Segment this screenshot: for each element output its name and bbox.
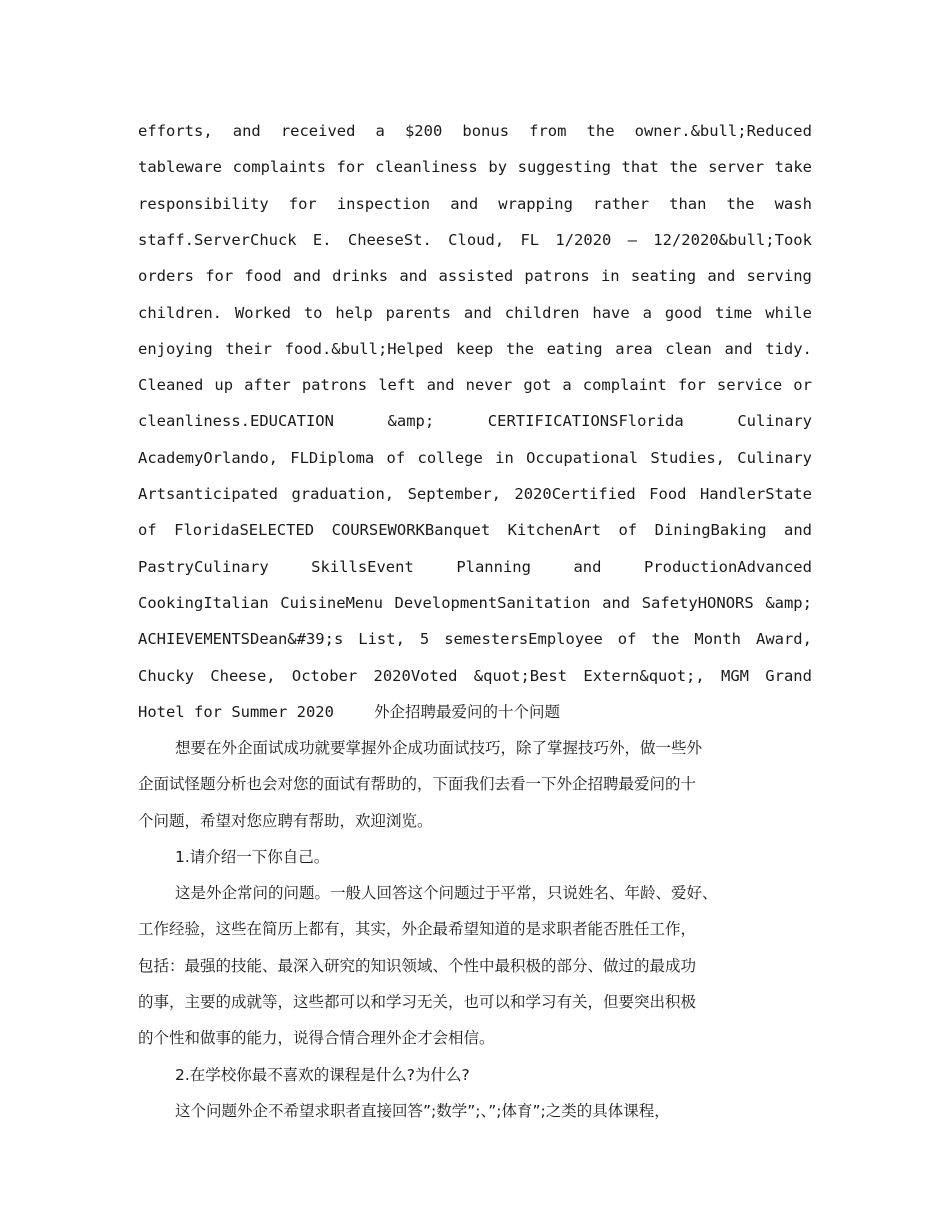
resume-line-5 bbox=[138, 263, 812, 289]
word: for bbox=[677, 376, 706, 394]
word: 2020Certified bbox=[514, 485, 636, 503]
word: of bbox=[617, 630, 637, 648]
word: CuisineMenu bbox=[280, 594, 383, 612]
word: efforts, bbox=[138, 122, 213, 140]
resume-line-10 bbox=[138, 445, 812, 471]
word: tidy. bbox=[765, 340, 812, 358]
word: 12/2020&bull;Took bbox=[653, 231, 812, 249]
word: in bbox=[495, 449, 514, 467]
word: semestersEmployee bbox=[444, 630, 603, 648]
word: the bbox=[651, 630, 680, 648]
word: while bbox=[765, 304, 812, 322]
word: Chucky bbox=[138, 667, 194, 685]
word: and bbox=[573, 558, 602, 576]
word: a bbox=[642, 304, 652, 322]
word: DiningBaking bbox=[654, 521, 767, 539]
word: clean bbox=[665, 340, 712, 358]
word: server bbox=[708, 158, 765, 176]
resume-line-16 bbox=[138, 663, 812, 689]
resume-line-1 bbox=[138, 118, 812, 144]
word: $200 bbox=[404, 122, 443, 140]
word: E. bbox=[312, 231, 332, 249]
resume-line-14 bbox=[138, 590, 812, 616]
resume-line-9 bbox=[138, 408, 812, 434]
word: and bbox=[602, 594, 631, 612]
word: up bbox=[214, 376, 234, 394]
word: their bbox=[225, 340, 272, 358]
word: never bbox=[465, 376, 513, 394]
word: FloridaSELECTED bbox=[174, 521, 315, 539]
answer-1-line-3: 包括：最强的技能、最深入研究的知识领域、个性中最积极的部分、做过的最成功 bbox=[138, 957, 697, 975]
word: and bbox=[232, 122, 261, 140]
word: CheeseSt. bbox=[347, 231, 432, 249]
word: complaints bbox=[232, 158, 326, 176]
word: 5 bbox=[419, 630, 430, 648]
word: Occupational bbox=[526, 449, 639, 467]
word: the bbox=[505, 340, 534, 358]
word: COURSEWORKBanquet bbox=[331, 521, 491, 539]
word: for bbox=[288, 195, 317, 213]
word: of bbox=[138, 521, 157, 539]
word: have bbox=[592, 304, 630, 322]
word: September, bbox=[407, 485, 501, 503]
word: drinks bbox=[332, 267, 389, 285]
answer-1-line-1: 这是外企常问的问题。一般人回答这个问题过于平常，只说姓名、年龄、爱好、 bbox=[175, 884, 718, 902]
word: good bbox=[664, 304, 703, 322]
word: PastryCulinary bbox=[138, 558, 269, 576]
intro-line-3: 个问题，希望对您应聘有帮助，欢迎浏览。 bbox=[138, 812, 433, 830]
word: and bbox=[463, 304, 492, 322]
word: the bbox=[586, 122, 615, 140]
word: from bbox=[529, 122, 567, 140]
word: AcademyOrlando, bbox=[138, 449, 278, 467]
word: Food bbox=[649, 485, 687, 503]
word: October bbox=[291, 667, 358, 685]
word: the bbox=[669, 158, 698, 176]
resume-line-12 bbox=[138, 517, 812, 543]
word: suggesting bbox=[517, 158, 611, 176]
question-1: 1.请介绍一下你自己。 bbox=[175, 848, 330, 866]
word: KitchenArt bbox=[507, 521, 601, 539]
word: left bbox=[378, 376, 416, 394]
word: SafetyHONORS bbox=[641, 594, 754, 612]
word: of bbox=[618, 521, 638, 539]
word: FLDiploma bbox=[290, 449, 375, 467]
word: Culinary bbox=[737, 412, 812, 430]
word: help bbox=[335, 304, 373, 322]
word: seating bbox=[630, 267, 697, 285]
word: &amp; bbox=[387, 412, 435, 430]
question-2: 2.在学校你最不喜欢的课程是什么?为什么? bbox=[175, 1066, 470, 1084]
word: 2020Voted bbox=[373, 667, 458, 685]
resume-line-4 bbox=[138, 227, 812, 253]
word: for bbox=[205, 267, 234, 285]
word: for bbox=[336, 158, 365, 176]
word: a bbox=[562, 376, 572, 394]
word: HandlerState bbox=[699, 485, 812, 503]
resume-last-line-text: Hotel for Summer 2020 bbox=[138, 703, 334, 721]
word: that bbox=[621, 158, 659, 176]
word: complaint bbox=[582, 376, 667, 394]
word: &amp; bbox=[765, 594, 812, 612]
word: orders bbox=[138, 267, 194, 285]
word: parents bbox=[385, 304, 451, 322]
answer-1-line-5: 的个性和做事的能力，说得合情合理外企才会相信。 bbox=[138, 1029, 495, 1047]
word: Culinary bbox=[737, 449, 812, 467]
word: Extern&quot;, bbox=[583, 667, 705, 685]
word: Month bbox=[694, 630, 742, 648]
article-title: 外企招聘最爱问的十个问题 bbox=[373, 703, 560, 721]
word: rather bbox=[593, 195, 650, 213]
answer-1-line-2: 工作经验，这些在简历上都有，其实，外企最希望知道的是求职者能否胜任工作， bbox=[138, 920, 697, 938]
word: 1/2020 bbox=[555, 231, 612, 249]
word: wrapping bbox=[498, 195, 573, 213]
word: wash bbox=[774, 195, 812, 213]
word: the bbox=[726, 195, 755, 213]
word: Cleaned bbox=[138, 376, 204, 394]
word: Cloud, bbox=[448, 231, 505, 249]
resume-line-15 bbox=[138, 626, 812, 652]
word: and bbox=[292, 267, 321, 285]
word: Artsanticipated bbox=[138, 485, 278, 503]
word: after bbox=[244, 376, 291, 394]
intro-line-1: 想要在外企面试成功就要掌握外企成功面试技巧，除了掌握技巧外，做一些外 bbox=[175, 739, 703, 757]
word: by bbox=[488, 158, 508, 176]
word: List, bbox=[358, 630, 405, 648]
resume-line-2 bbox=[138, 154, 812, 180]
word: a bbox=[375, 122, 385, 140]
word: inspection bbox=[336, 195, 431, 213]
word: FL bbox=[520, 231, 540, 249]
word: Award, bbox=[755, 630, 812, 648]
word: &quot;Best bbox=[473, 667, 568, 685]
word: CERTIFICATIONSFlorida bbox=[487, 412, 684, 430]
resume-line-11 bbox=[138, 481, 812, 507]
word: and bbox=[450, 195, 479, 213]
word: Planning bbox=[456, 558, 531, 576]
resume-line-7 bbox=[138, 336, 812, 362]
word: of bbox=[386, 449, 406, 467]
word: patrons bbox=[301, 376, 368, 394]
word: staff.ServerChuck bbox=[138, 231, 297, 249]
word: in bbox=[600, 267, 620, 285]
word: CookingItalian bbox=[138, 594, 269, 612]
word: MGM bbox=[721, 667, 749, 685]
word: to bbox=[303, 304, 323, 322]
word: DevelopmentSanitation bbox=[394, 594, 591, 612]
resume-line-8 bbox=[138, 372, 812, 398]
word: and bbox=[724, 340, 753, 358]
word: area bbox=[615, 340, 653, 358]
word: children bbox=[504, 304, 580, 322]
word: and bbox=[399, 267, 428, 285]
word: college bbox=[417, 449, 483, 467]
answer-2-line-1: 这个问题外企不希望求职者直接回答”;数学”;、”;体育”;之类的具体课程， bbox=[175, 1102, 670, 1120]
word: SkillsEvent bbox=[311, 558, 414, 576]
resume-line-13 bbox=[138, 554, 812, 580]
word: or bbox=[793, 376, 812, 394]
word: serving bbox=[746, 267, 812, 285]
word: assisted bbox=[438, 267, 514, 285]
word: bonus bbox=[462, 122, 510, 140]
word: cleanliness bbox=[375, 158, 478, 176]
word: ProductionAdvanced bbox=[643, 558, 812, 576]
answer-1-line-4: 的事，主要的成就等，这些都可以和学习无关，也可以和学习有关，但要突出积极 bbox=[138, 993, 697, 1011]
word: owner.&bull;Reduced bbox=[634, 122, 812, 140]
intro-line-2: 企面试怪题分析也会对您的面试有帮助的，下面我们去看一下外企招聘最爱问的十 bbox=[138, 775, 697, 793]
word: graduation, bbox=[291, 485, 395, 503]
word: keep bbox=[455, 340, 494, 358]
word: and bbox=[707, 267, 736, 285]
word: time bbox=[715, 304, 753, 322]
resume-line-6 bbox=[138, 300, 812, 326]
word: enjoying bbox=[138, 340, 213, 358]
word: Cheese, bbox=[210, 667, 276, 685]
resume-line-3 bbox=[138, 191, 812, 217]
word: received bbox=[280, 122, 356, 140]
word: eating bbox=[546, 340, 603, 358]
word: and bbox=[784, 521, 812, 539]
word: service bbox=[716, 376, 783, 394]
word: Worked bbox=[234, 304, 291, 322]
resume-last-line bbox=[138, 699, 812, 725]
word: take bbox=[774, 158, 812, 176]
word: ACHIEVEMENTSDean&#39;s bbox=[138, 630, 344, 648]
word: patrons bbox=[524, 267, 590, 285]
word: Grand bbox=[765, 667, 812, 685]
word: than bbox=[669, 195, 707, 213]
word: responsibility bbox=[138, 195, 269, 213]
word: children. bbox=[138, 304, 222, 322]
word: and bbox=[426, 376, 455, 394]
word: food.&bull;Helped bbox=[284, 340, 444, 358]
word: Studies, bbox=[650, 449, 725, 467]
word: food bbox=[244, 267, 282, 285]
word: got bbox=[523, 376, 552, 394]
word: tableware bbox=[138, 158, 222, 176]
word: – bbox=[627, 231, 638, 249]
word: cleanliness.EDUCATION bbox=[138, 412, 334, 430]
